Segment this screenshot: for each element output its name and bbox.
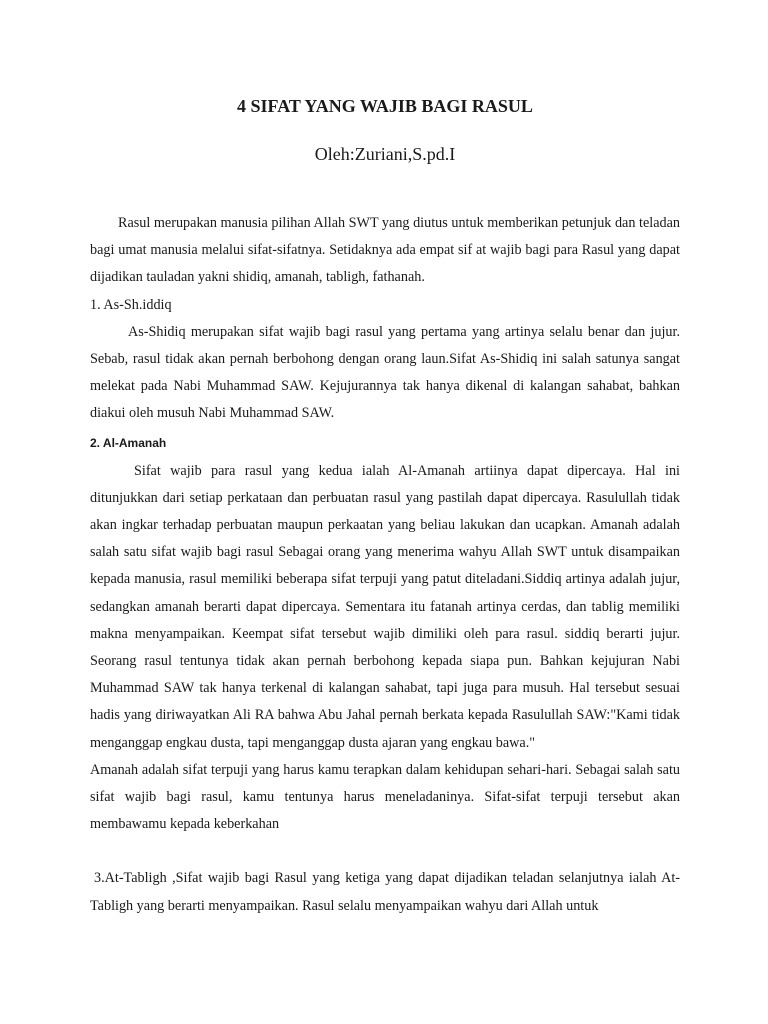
intro-paragraph: Rasul merupakan manusia pilihan Allah SWT yang diutus untuk memberikan petunjuk dan teladan bagi umat manusia melalui sifat-sifatnya. Setidaknya ada empat sif at wajib bagi para Rasul yang dapat dijadikan tauladan yakni shidiq, amanah, tabligh, fathanah. (90, 215, 680, 286)
document-author: Oleh:Zuriani,S.pd.I (314, 144, 456, 164)
section-2-body: Sifat wajib para rasul yang kedua ialah Al-Amanah artiinya dapat dipercaya. Hal ini ditunjukkan dari setiap perkataan dan perbuatan rasul yang pastilah dapat dipercaya. Rasulullah tidak akan ingkar terhadap perbuatan maupun perkaatan yang beliau lakukan dan ucapkan. Amanah adalah salah satu sifat wajib bagi rasul Sebagai orang yang menerima wahyu Allah SWT untuk disampaikan kepada manusia, rasul memiliki beberapa sifat terpuji yang patut diteladani.Siddiq artinya adalah jujur, sedangkan amanah berarti dapat dipercaya. Sementara itu fatanah artinya cerdas, dan tablig memiliki makna menyampaikan. Keempat sifat tersebut wajib dimiliki oleh para rasul. siddiq berarti jujur. Seorang rasul tentunya tidak akan pernah berbohong kepada siapa pun. Bahkan kejujuran Nabi Muhammad SAW tak hanya terkenal di kalangan sahabat, tapi juga para musuh. Hal tersebut sesuai hadis yang diriwayatkan Ali RA bahwa Abu Jahal pernah berkata kepada Rasulullah SAW:"Kami tidak menganggap engkau dusta, tapi menganggap dusta ajaran yang engkau bawa." (90, 462, 680, 751)
section-2-body-continued: Amanah adalah sifat terpuji yang harus kamu terapkan dalam kehidupan sehari-hari. Sebagai salah satu sifat wajib bagi rasul, kamu tentunya harus meneladaninya. Sifat-sifat terpuji tersebut akan membawamu kepada keberkahan (90, 761, 680, 833)
section-3-body: 3.At-Tabligh ,Sifat wajib bagi Rasul yang ketiga yang dapat dijadikan teladan selanjutnya ialah At-Tabligh yang berarti menyampaikan. Rasul selalu menyampaikan wahyu dari Allah untuk (90, 870, 680, 914)
document-content (90, 92, 680, 920)
document-title: 4 SIFAT YANG WAJIB BAGI RASUL (237, 96, 533, 116)
section-2-heading: 2. Al-Amanah (90, 435, 167, 450)
section-1-heading: 1. As-Sh.iddiq (90, 296, 172, 313)
section-1-body: As-Shidiq merupakan sifat wajib bagi rasul yang pertama yang artinya selalu benar dan jujur. Sebab, rasul tidak akan pernah berbohong dengan orang laun.Sifat As-Shidiq ini salah satunya sangat melekat pada Nabi Muhammad SAW. Kejujurannya tak hanya dikenal di kalangan sahabat, bahkan diakui oleh musuh Nabi Muhammad SAW. (90, 323, 680, 422)
